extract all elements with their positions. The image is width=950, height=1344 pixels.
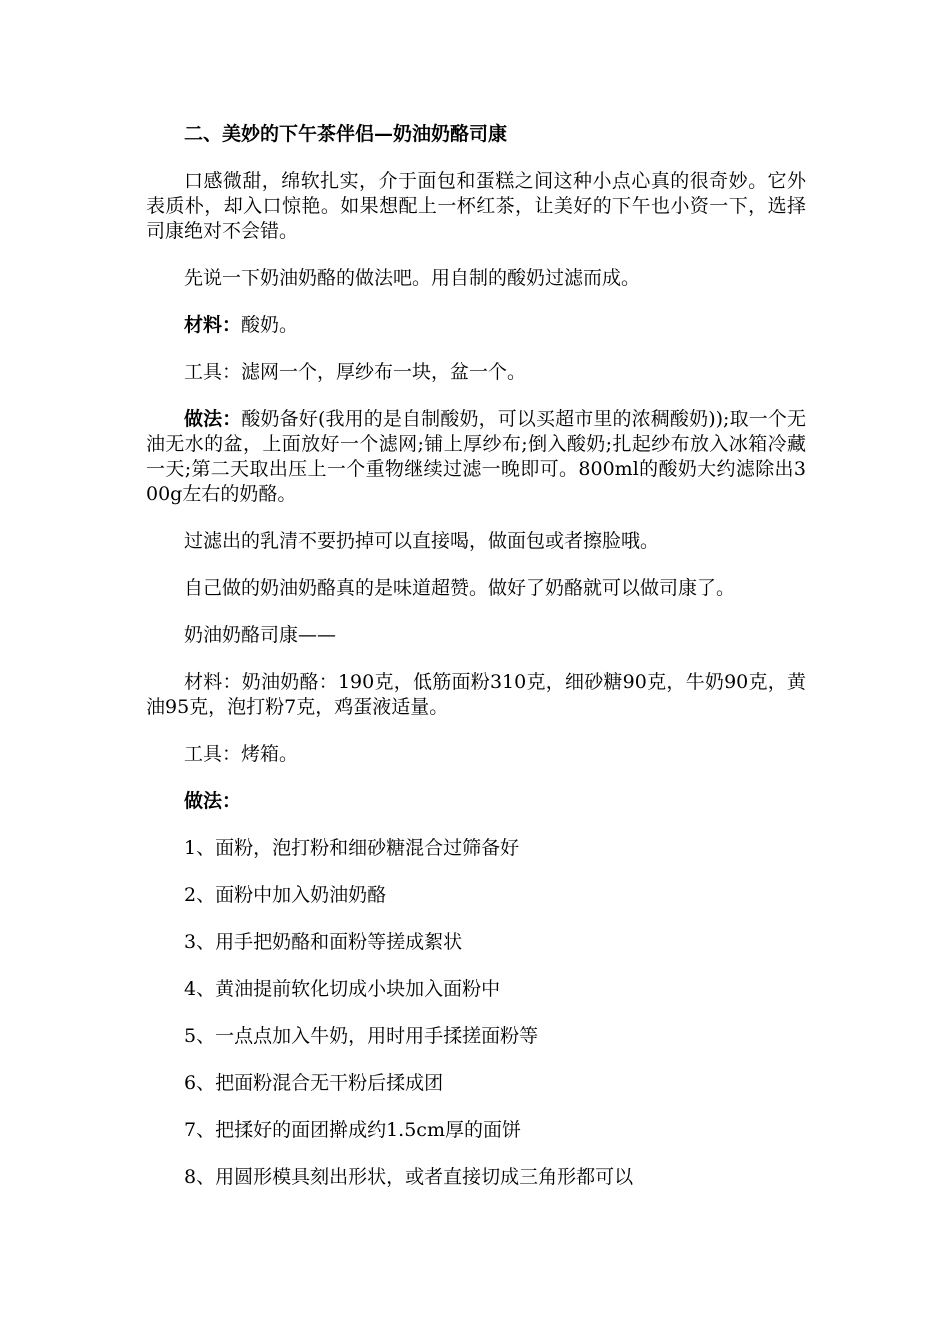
- cheese-method-paragraph: [146, 407, 806, 507]
- cheese-materials-label: 材料：: [184, 314, 242, 336]
- cheese-method-text: 酸奶备好(我用的是自制酸奶，可以买超市里的浓稠酸奶));取一个无油无水的盆，上面放好一个滤网;铺上厚纱布;倒入酸奶;扎起纱布放入冰箱冷藏一天;第二天取出压上一个重物继续过滤一晚即可。800ml的酸奶大约滤除出300g左右的奶酪。: [146, 408, 806, 505]
- section-title: 二、美妙的下午茶伴侣—奶油奶酪司康: [184, 123, 508, 145]
- cheese-method-label: 做法：: [184, 408, 242, 430]
- homemade-note-paragraph: 自己做的奶油奶酪真的是味道超赞。做好了奶酪就可以做司康了。: [184, 577, 736, 599]
- cheese-materials-text: 酸奶。: [241, 314, 299, 336]
- step-5: 5、一点点加入牛奶，用时用手揉搓面粉等: [184, 1025, 539, 1047]
- whey-note-paragraph: 过滤出的乳清不要扔掉可以直接喝，做面包或者擦脸哦。: [184, 530, 660, 552]
- scone-materials-paragraph: 材料：奶油奶酪：190克，低筋面粉310克，细砂糖90克，牛奶90克，黄油95克，泡打粉7克，鸡蛋液适量。: [146, 671, 806, 718]
- intro-paragraph: 口感微甜，绵软扎实，介于面包和蛋糕之间这种小点心真的很奇妙。它外表质朴，却入口惊艳。如果想配上一杯红茶，让美好的下午也小资一下，选择司康绝对不会错。: [146, 170, 806, 242]
- step-6: 6、把面粉混合无干粉后揉成团: [184, 1072, 444, 1094]
- cheese-tools-paragraph: 工具：滤网一个，厚纱布一块，盆一个。: [184, 361, 527, 383]
- step-4: 4、黄油提前软化切成小块加入面粉中: [184, 978, 501, 1000]
- step-1: 1、面粉，泡打粉和细砂糖混合过筛备好: [184, 837, 520, 859]
- cheese-intro-paragraph: 先说一下奶油奶酪的做法吧。用自制的酸奶过滤而成。: [184, 267, 641, 289]
- step-3: 3、用手把奶酪和面粉等搓成絮状: [184, 931, 463, 953]
- cheese-materials-paragraph: [146, 313, 806, 338]
- step-8: 8、用圆形模具刻出形状，或者直接切成三角形都可以: [184, 1166, 634, 1188]
- document-page: [146, 122, 806, 1190]
- scone-heading: 奶油奶酪司康——: [184, 624, 337, 646]
- step-2: 2、面粉中加入奶油奶酪: [184, 884, 387, 906]
- scone-tools-paragraph: 工具：烤箱。: [184, 743, 299, 765]
- step-7: 7、把揉好的面团擀成约1.5cm厚的面饼: [184, 1119, 521, 1141]
- scone-method-label: 做法：: [184, 790, 242, 812]
